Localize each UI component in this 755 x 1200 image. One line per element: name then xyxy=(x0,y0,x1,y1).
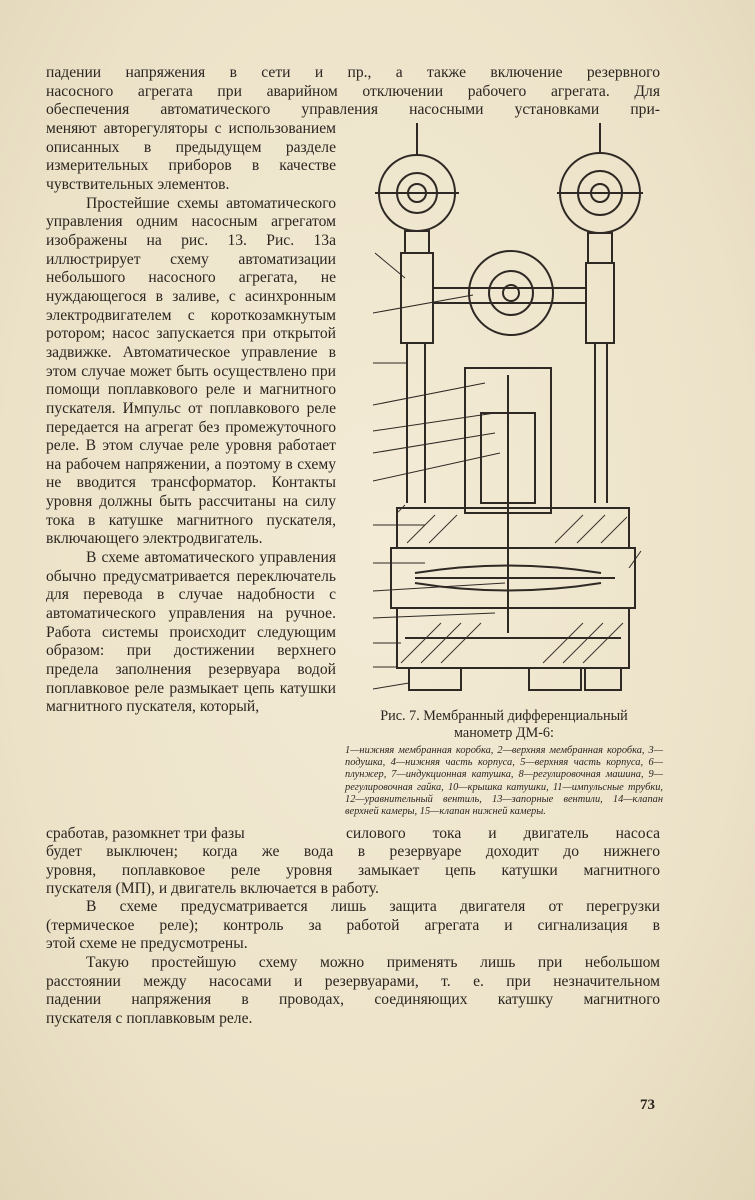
paragraph-automatic-control: В схеме автоматического управления обычно предусматривается переключатель для перевода в случае надобности с автоматического управления на ручное. Работа системы происходит следующим образом: при достижении верхнего предела заполнения резервуара водой поплавковое реле размыкает цепь катушки магнитного пускателя, который, xyxy=(46,549,336,716)
caption-line: Рис. 7. Мембранный дифференциальный xyxy=(380,708,628,724)
paragraph-continuation: меняют авторегуляторы с использованием описанных в предыдущем разделе измерительных приборов в качестве чувствительных элементов. xyxy=(46,120,336,193)
bottom-paragraph-1 xyxy=(46,843,660,899)
text-line: обеспечения автоматического управления насосными установками при- xyxy=(46,101,660,119)
text-line: будет выключен; когда же вода в резервуаре доходит до нижнего xyxy=(46,843,660,860)
text-line: насосного агрегата при аварийном отключении рабочего агрегата. Для xyxy=(46,82,660,100)
text-line: пускателя с поплавковым реле. xyxy=(46,1009,253,1027)
text-line: падении напряжения в сети и пр., а также включение резервного xyxy=(46,64,660,81)
text-line-right: силового тока и двигатель насоса xyxy=(346,825,660,842)
text-line: (термическое реле); контроль за работой агрегата и сигнализация в xyxy=(46,916,660,934)
left-column xyxy=(46,120,336,717)
text-line: падении напряжения в проводах, соединяющих катушку магнитного xyxy=(46,991,660,1009)
text-line: пускателя (МП), и двигатель включается в работу. xyxy=(46,880,379,898)
text-line: Такую простейшую схему можно применять лишь при небольшом xyxy=(86,954,660,971)
caption-line: манометр ДМ-6: xyxy=(454,725,554,741)
manometer-drawing xyxy=(345,113,665,713)
text-line: уровня, поплавковое реле уровня замыкает цепь катушки магнитного xyxy=(46,861,660,879)
top-paragraph xyxy=(46,64,660,120)
figure-legend: 1—нижняя мембранная коробка, 2—верхняя мембранная коробка, 3—подушка, 4—нижняя часть корпуса, 5—верхняя часть корпуса, 6—плунжер, 7—индукционная катушка, 8—регулировочная машина, 9—регулировочная гайка, 10—крышка катушки, 11—импульсные трубки, 12—уравнительный вентиль, 13—запорные вентили, 14—клапан верхней камеры, 15—клапан нижней камеры. xyxy=(345,745,663,818)
figure-caption xyxy=(345,708,663,742)
text-line: расстоянии между насосами и резервуарами, т. е. при незначительном xyxy=(46,972,660,990)
manometer-diagram xyxy=(345,113,665,713)
paragraph-simplest-schemes: Простейшие схемы автоматического управления одним насосным агрегатом изображены на рис. 13. Рис. 13а иллюстрирует схему автоматизации небольшого насосного агрегата, не нуждающегося в заливе, с асинхронным электродвигателем с короткозамкнутым ротором; насос запускается при открытой задвижке. Автоматическое управление в этом случае может быть осуществлено при помощи поплавкового реле и магнитного пускателя. Импульс от поплавкового реле передается на агрегат без промежуточного реле. В этом случае реле уровня работает на рабочем напряжении, а поэтому в схему не вводится трансформатор. Контакты уровня должны быть рассчитаны на силу тока в катушке магнитного пускателя, включающего электродвигатель. xyxy=(46,194,336,548)
text-line: В схеме предусматривается лишь защита двигателя от перегрузки xyxy=(86,898,660,915)
page-number: 73 xyxy=(640,1097,655,1113)
bottom-paragraph-2 xyxy=(46,898,660,954)
text-line xyxy=(46,825,660,844)
bottom-paragraph-3 xyxy=(46,954,660,1028)
text-line: этой схеме не предусмотрены. xyxy=(46,935,248,953)
text-line-left: сработав, разомкнет три фазы xyxy=(46,825,245,842)
